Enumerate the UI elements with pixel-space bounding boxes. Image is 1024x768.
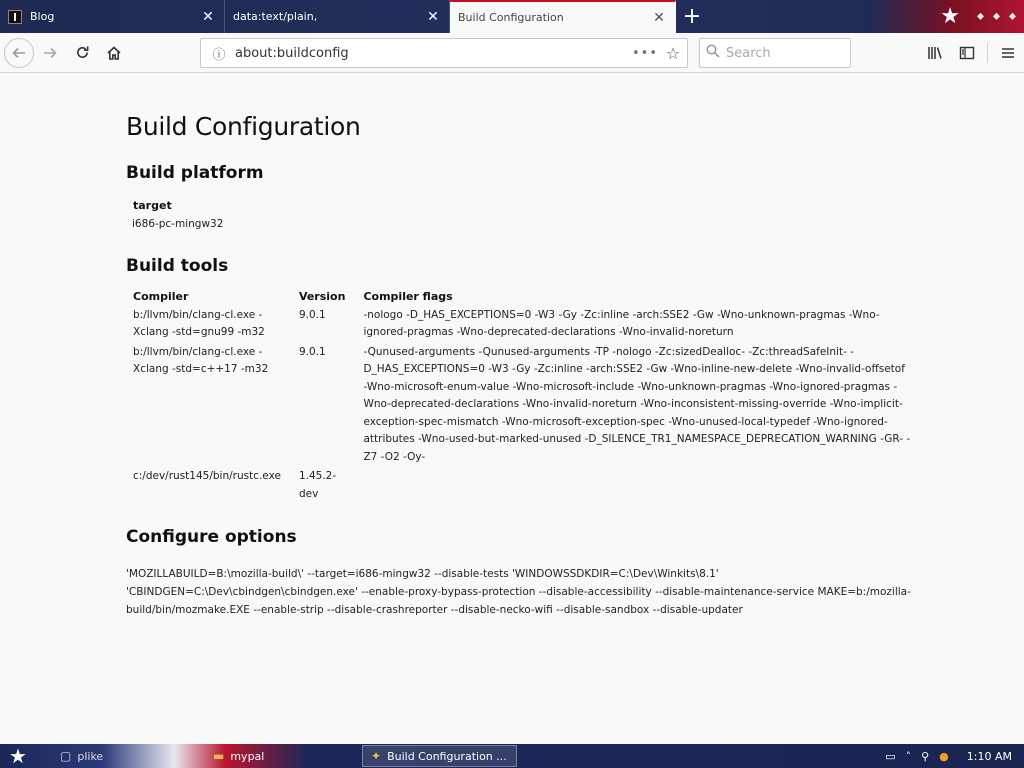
close-tab-icon[interactable]: ✕	[653, 9, 665, 26]
bookmark-star-icon[interactable]: ☆	[665, 43, 681, 63]
keyboard-icon[interactable]: ▭	[885, 749, 896, 763]
version-cell: 9.0.1	[298, 345, 326, 358]
clock[interactable]: 1:10 AM	[966, 749, 1012, 763]
taskbar-item-build-configuration[interactable]	[362, 745, 517, 767]
flags-cell: -Qunused-arguments -Qunused-arguments -TP -nologo -Zc:sizedDealloc- -Zc:threadSafeInit- -D_HAS_EXCEPTIONS=0 -W3 -Gy -Zc:inline -arch:SSE2 -Gw -Wno-inline-new-delete -Wno-invalid-offsetof -Wno-microsoft-enum-value -Wno-microsoft-include -Wno-unknown-pragmas -Wno-ignored-pragmas -Wno-deprecated-declarations -Wno-invalid-noreturn -Wno-inconsistent-missing-override -Wno-implicit-exception-spec-mismatch -Wno-microsoft-exception-spec -Wno-unused-local-typedef -Wno-ignored-attributes -Wno-used-but-marked-unused -D_SILENCE_TR1_NAMESPACE_DEPRECATION_WARNING -GR- -Z7 -O2 -Oy-	[363, 345, 911, 463]
chevron-up-icon[interactable]: ˄	[905, 749, 912, 763]
search-icon	[700, 44, 726, 62]
version-cell: 1.45.2-dev	[298, 470, 337, 500]
library-icon	[927, 45, 943, 61]
home-icon	[106, 45, 122, 61]
library-button[interactable]	[919, 37, 951, 69]
back-arrow-icon	[12, 46, 26, 60]
taskbar-item-label: mypal	[230, 749, 265, 763]
version-cell: 9.0.1	[298, 308, 326, 321]
tab-blog[interactable]	[0, 0, 225, 33]
column-header-compiler: Compiler	[133, 289, 189, 303]
toolbar-right	[919, 37, 1024, 69]
update-icon[interactable]: ●	[939, 749, 949, 763]
tab-strip	[0, 0, 1024, 33]
page-actions-icon[interactable]: •••	[631, 45, 658, 61]
compiler-cell: b:/llvm/bin/clang-cl.exe -Xclang -std=c++17 -m32	[133, 345, 269, 375]
taskbar	[0, 744, 1024, 768]
page-title: Build Configuration	[126, 112, 361, 141]
tab-build-configuration[interactable]	[450, 0, 676, 33]
blog-favicon-icon	[8, 10, 22, 24]
close-tab-icon[interactable]: ✕	[427, 8, 439, 25]
table-header-row	[129, 290, 926, 307]
system-tray	[885, 744, 1024, 768]
close-window-icon[interactable]: ⬥	[1009, 11, 1016, 22]
tab-title: Build Configuration	[458, 11, 564, 24]
table-row	[129, 468, 926, 505]
page-content	[0, 74, 1024, 744]
platform-target-label: target	[133, 199, 172, 212]
build-platform-section	[126, 199, 926, 234]
taskbar-item-label: plike	[77, 749, 104, 763]
back-button[interactable]	[4, 38, 34, 68]
compiler-cell: b:/llvm/bin/clang-cl.exe -Xclang -std=gnu99 -m32	[133, 308, 265, 338]
tab-title: data:text/plain,	[233, 10, 318, 23]
new-tab-button[interactable]: +	[682, 3, 702, 29]
flags-cell	[359, 468, 926, 505]
toolbar-separator	[987, 43, 988, 63]
reload-icon	[75, 45, 90, 60]
start-button[interactable]	[0, 744, 36, 768]
close-tab-icon[interactable]: ✕	[202, 8, 214, 25]
column-header-flags: Compiler flags	[363, 289, 453, 303]
compiler-cell: c:/dev/rust145/bin/rustc.exe	[133, 470, 281, 482]
forward-arrow-icon	[43, 46, 57, 60]
table-row	[129, 307, 926, 344]
browser-icon: ✦	[371, 749, 382, 763]
table-row	[129, 344, 926, 469]
url-text[interactable]: about:buildconfig	[235, 45, 349, 61]
taskbar-item-mypal[interactable]	[205, 745, 355, 767]
build-tools-heading: Build tools	[126, 255, 229, 276]
info-icon[interactable]: ⓘ	[212, 47, 226, 63]
build-tools-table	[129, 290, 926, 506]
reload-button[interactable]	[66, 37, 98, 69]
sidebar-icon	[959, 45, 975, 61]
minimize-icon[interactable]: ⬥	[977, 11, 984, 22]
window-controls	[934, 0, 1024, 33]
forward-button[interactable]	[34, 37, 66, 69]
tab-data-text[interactable]	[225, 0, 450, 33]
search-bar[interactable]	[699, 38, 851, 68]
taskbar-item-label: Build Configuration ...	[387, 749, 507, 763]
hamburger-menu-icon	[1001, 46, 1015, 60]
configure-options-text: 'MOZILLABUILD=B:\mozilla-build\' --target=i686-mingw32 --disable-tests 'WINDOWSSDKDIR=C:\Dev\Winkits\8.1' 'CBINDGEN=C:\Dev\cbindgen\cbindgen.exe' --enable-proxy-bypass-protection --disable-accessibility --disable-maintenance-service MAKE=b:/mozilla-build/bin/mozmake.EXE --enable-strip --disable-crashreporter --disable-necko-wifi --disable-sandbox --disable-updater	[126, 568, 911, 616]
taskbar-item-plike[interactable]	[52, 745, 202, 767]
flags-cell: -nologo -D_HAS_EXCEPTIONS=0 -W3 -Gy -Zc:inline -arch:SSE2 -Gw -Wno-unknown-pragmas -Wno-ignored-pragmas -Wno-deprecated-declarations -Wno-invalid-noreturn	[363, 308, 880, 338]
sidebar-button[interactable]	[951, 37, 983, 69]
tab-title: Blog	[30, 10, 55, 23]
network-icon[interactable]: ⚲	[921, 749, 930, 763]
platform-target-value: i686-pc-mingw32	[132, 218, 224, 230]
star-icon: ★	[9, 744, 27, 768]
build-platform-heading: Build platform	[126, 163, 264, 183]
column-header-version: Version	[298, 289, 346, 303]
home-button[interactable]	[98, 37, 130, 69]
folder-icon: ▬	[213, 749, 225, 763]
configure-options-heading: Configure options	[126, 527, 297, 547]
build-config-page	[126, 112, 926, 619]
url-bar[interactable]	[200, 38, 688, 68]
app-icon: ▢	[60, 749, 72, 763]
navigation-toolbar	[0, 33, 1024, 73]
maximize-icon[interactable]: ⬥	[993, 11, 1000, 22]
search-input[interactable]	[726, 46, 844, 61]
menu-button[interactable]	[992, 37, 1024, 69]
star-icon: ★	[940, 4, 960, 29]
